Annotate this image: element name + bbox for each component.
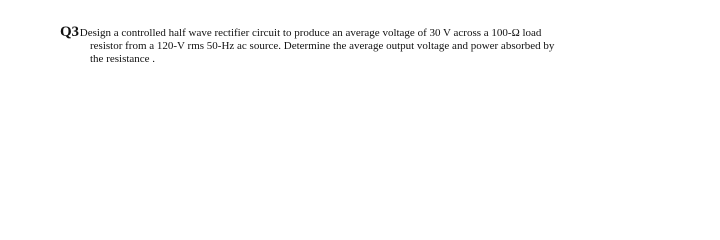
question-block (60, 24, 670, 66)
question-number: Q3 (60, 24, 79, 40)
question-text-line: Design a controlled half wave rectifier circuit to produce an average voltage of 30 V across a 100-Ω load (79, 27, 542, 39)
question-line-1 (60, 24, 670, 40)
question-text-line: resistor from a 120-V rms 50-Hz ac source. Determine the average output voltage and power absorbed by (90, 40, 555, 52)
question-text-line: the resistance . (90, 53, 156, 65)
